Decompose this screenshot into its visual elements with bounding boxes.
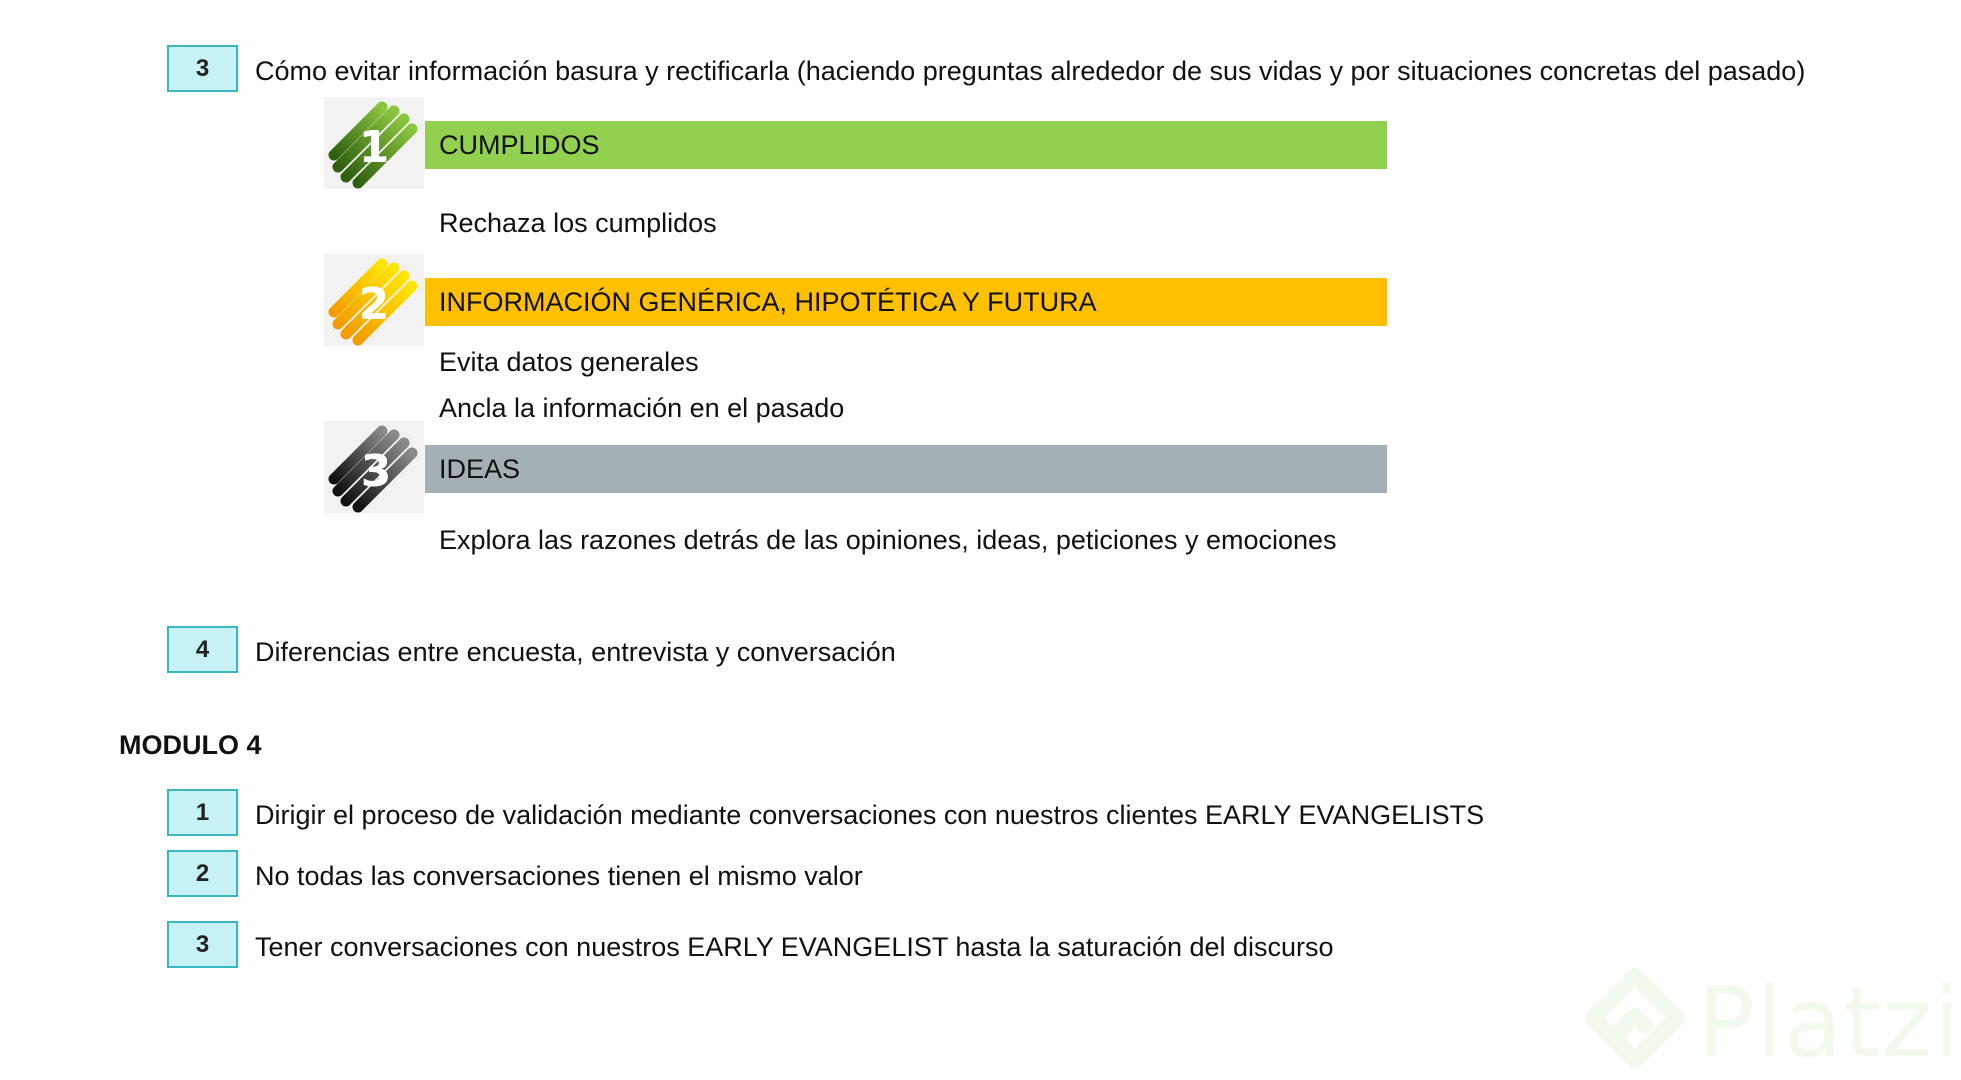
- point-note: Ancla la información en el pasado: [439, 393, 845, 423]
- brush-number-3-icon: [324, 421, 424, 513]
- module-heading: MODULO 4: [119, 730, 262, 760]
- point-title-bar: [425, 121, 1387, 169]
- item-number-box: [167, 45, 238, 92]
- point-title-bar: [425, 445, 1387, 493]
- point-note: Rechaza los cumplidos: [439, 208, 717, 238]
- svg-text:2: 2: [358, 279, 390, 330]
- item-number-box: [167, 789, 238, 836]
- item-text: No todas las conversaciones tienen el mismo valor: [255, 861, 863, 891]
- item-text: Diferencias entre encuesta, entrevista y conversación: [255, 637, 896, 667]
- item-number-box: [167, 921, 238, 968]
- item-number-box: [167, 850, 238, 897]
- item-number: 3: [195, 54, 210, 82]
- item-number: 1: [195, 798, 210, 826]
- badge-3-icon: [324, 421, 424, 513]
- svg-text:3: 3: [360, 446, 392, 497]
- point-title: INFORMACIÓN GENÉRICA, HIPOTÉTICA Y FUTURA: [439, 287, 1097, 317]
- svg-text:1: 1: [358, 122, 390, 173]
- point-title: IDEAS: [439, 454, 521, 484]
- badge-1-icon: [324, 97, 424, 189]
- item-number: 4: [195, 635, 210, 663]
- item-text: Cómo evitar información basura y rectificarla (haciendo preguntas alrededor de sus vidas y por situaciones concretas del pasado): [255, 56, 1806, 86]
- point-title: CUMPLIDOS: [439, 130, 600, 160]
- point-note: Explora las razones detrás de las opiniones, ideas, peticiones y emociones: [439, 525, 1337, 555]
- badge-2-icon: [324, 254, 424, 346]
- point-note: Evita datos generales: [439, 347, 699, 377]
- brush-number-2-icon: [324, 254, 424, 346]
- point-title-bar: [425, 278, 1387, 326]
- platzi-wordmark: Platzi: [1697, 967, 1961, 1079]
- brush-number-1-icon: [324, 97, 424, 189]
- item-number: 2: [195, 859, 210, 887]
- item-text: Tener conversaciones con nuestros EARLY EVANGELIST hasta la saturación del discurso: [255, 932, 1334, 962]
- item-number: 3: [195, 930, 210, 958]
- platzi-logo-icon: [1585, 968, 1685, 1078]
- platzi-watermark: [1585, 967, 1961, 1079]
- item-text: Dirigir el proceso de validación mediante conversaciones con nuestros clientes EARLY EVANGELISTS: [255, 800, 1485, 830]
- item-number-box: [167, 626, 238, 673]
